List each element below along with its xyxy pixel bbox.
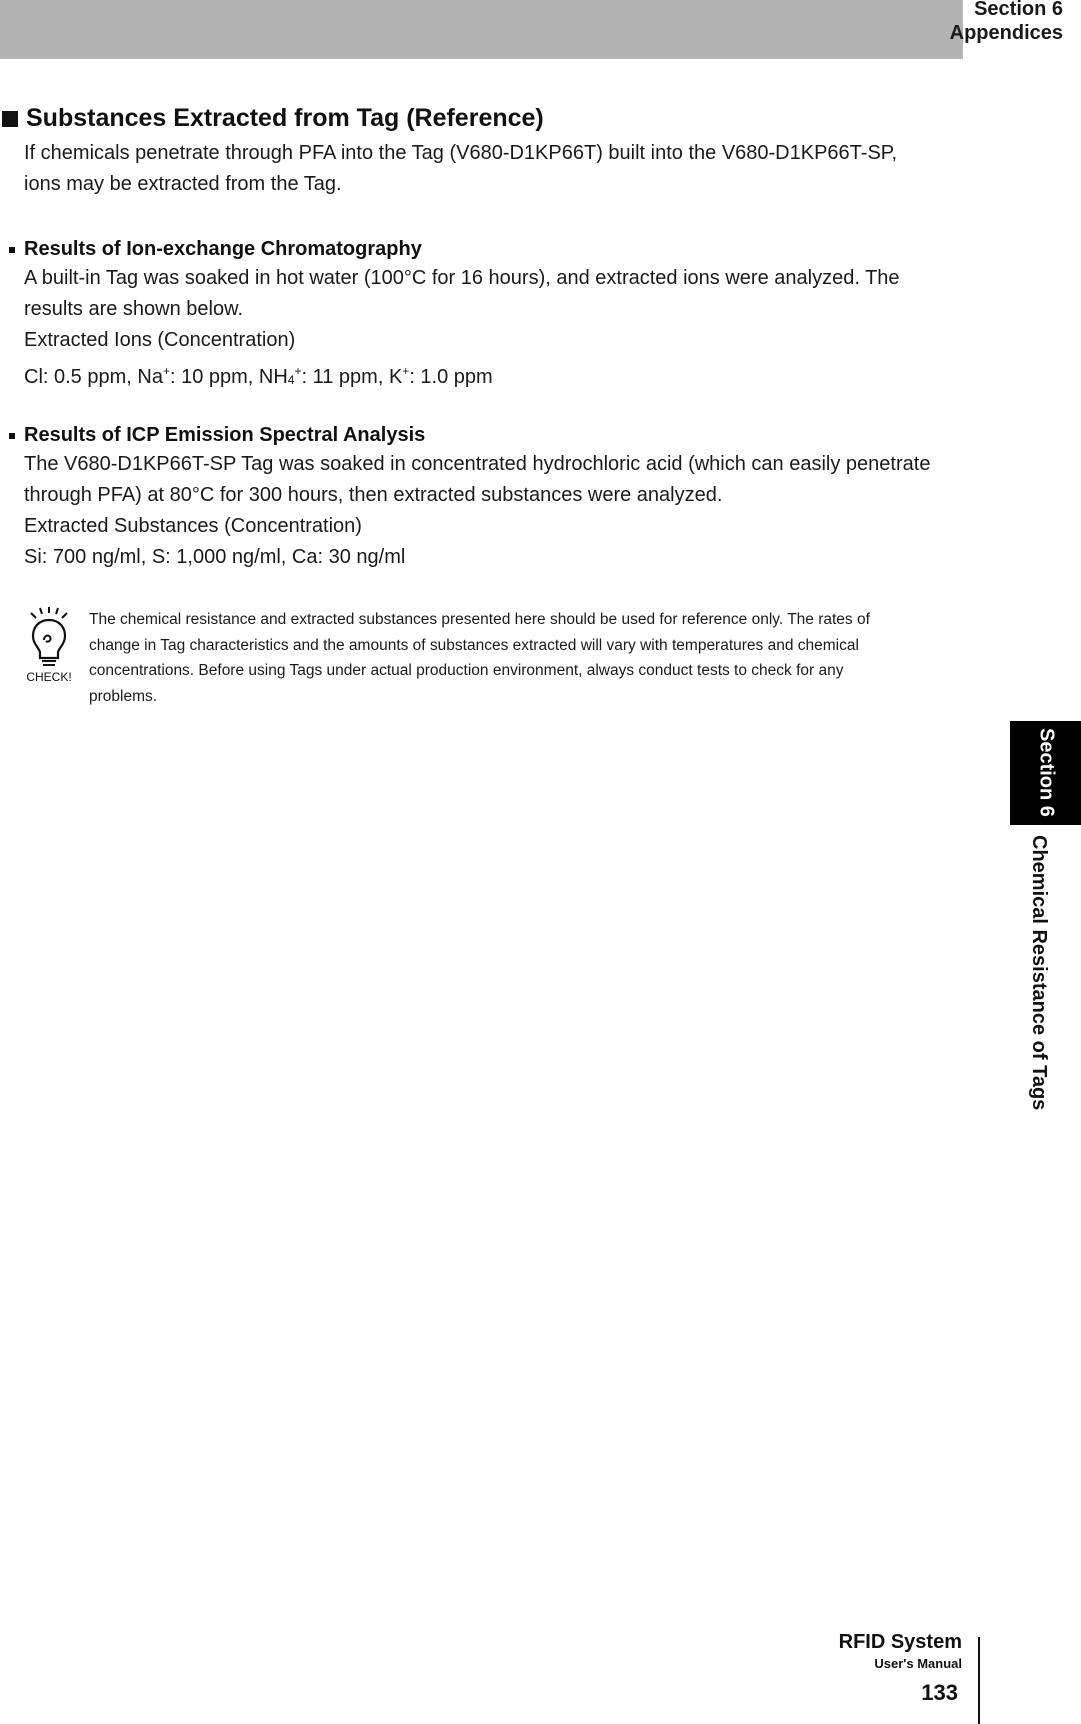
icp-values: Si: 700 ng/ml, S: 1,000 ng/ml, Ca: 30 ng/ml — [24, 546, 406, 568]
footer-brand: RFID System — [838, 1631, 962, 1653]
side-tab-label: Section 6 — [1035, 728, 1058, 817]
bullet-icon — [9, 247, 15, 253]
intro-line-2: ions may be extracted from the Tag. — [24, 173, 342, 195]
ion-values: Cl: 0.5 ppm, Na+: 10 ppm, $NH_4^+$: 11 ppm, K+: 1.0 ppm — [24, 364, 493, 388]
section-heading — [0, 104, 544, 133]
intro-line-1: If chemicals penetrate through PFA into the Tag (V680-D1KP66T) built into the V680-D1KP66T-SP, — [24, 142, 898, 164]
bullet-icon — [9, 433, 15, 439]
ion-line-1: A built-in Tag was soaked in hot water (100°C for 16 hours), and extracted ions were analyzed. The — [24, 267, 900, 289]
icp-line-2: through PFA) at 80°C for 300 hours, then extracted substances were analyzed. — [24, 484, 723, 506]
footer-divider — [978, 1637, 980, 1724]
icp-label: Extracted Substances (Concentration) — [24, 515, 362, 537]
ion-label: Extracted Ions (Concentration) — [24, 329, 296, 351]
icp-section-body — [24, 449, 930, 573]
header-subtitle: Appendices — [949, 22, 1063, 44]
ion-section-title: Results of Ion-exchange Chromatography — [24, 238, 422, 260]
check-lightbulb-icon — [22, 606, 76, 684]
svg-text:CHECK!: CHECK! — [26, 670, 72, 684]
page-number: 133 — [921, 1680, 958, 1705]
ion-section-body — [24, 263, 900, 396]
header-section: Section 6 — [974, 0, 1063, 20]
icp-section-title: Results of ICP Emission Spectral Analysis — [24, 424, 426, 446]
footer-manual: User's Manual — [874, 1656, 962, 1671]
ion-line-2: results are shown below. — [24, 298, 244, 320]
check-note: The chemical resistance and extracted substances presented here should be used for reference only. The rates of change in Tag characteristics and the amounts of substances extracted will vary with temperatures and chemical concentrations. Before using Tags under actual production environment, always conduct tests to check for any problems. — [89, 611, 870, 705]
heading-square-icon — [2, 111, 18, 127]
heading-text: Substances Extracted from Tag (Reference) — [26, 104, 544, 132]
icp-line-1: The V680-D1KP66T-SP Tag was soaked in concentrated hydrochloric acid (which can easily penetrate — [24, 453, 931, 475]
side-chapter-title: Chemical Resistance of Tags — [1028, 835, 1050, 1111]
intro-paragraph — [24, 138, 897, 200]
